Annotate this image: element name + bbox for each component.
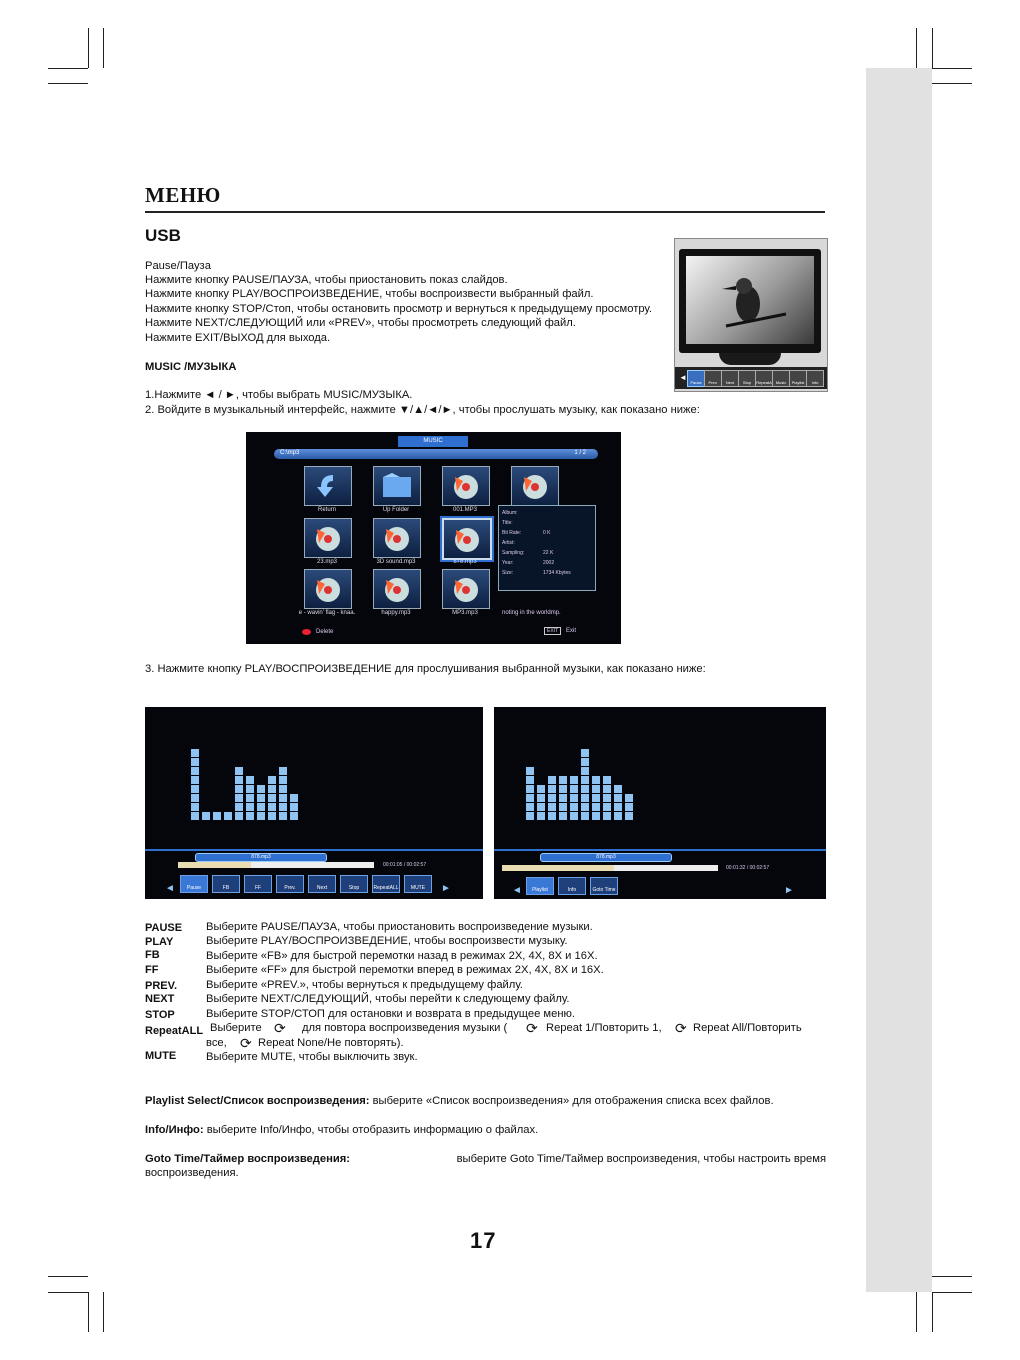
spectrum-block <box>592 785 600 793</box>
tv-button[interactable]: Stop <box>738 370 756 387</box>
crop-mark <box>103 1292 104 1332</box>
spectrum-block <box>279 776 287 784</box>
tv-button[interactable]: Playlist <box>789 370 807 387</box>
tv-button[interactable]: Info <box>806 370 824 387</box>
photo-line: Нажмите кнопку STOP/Стоп, чтобы остановить просмотр и вернуться к предыдущему просмотру. <box>145 303 653 315</box>
crop-mark <box>916 28 917 68</box>
music-disc-icon <box>305 570 351 608</box>
tile-file[interactable] <box>373 569 421 609</box>
spectrum-block <box>279 812 287 820</box>
spectrum-visualizer <box>526 741 642 821</box>
spectrum-block <box>559 785 567 793</box>
music-disc-icon <box>443 570 489 608</box>
definition-text: Repeat 1/Повторить 1, <box>546 1022 662 1034</box>
spectrum-block <box>246 776 254 784</box>
definition-text: Выберите PAUSE/ПАУЗА, чтобы приостановить воспроизведение музыки. <box>206 921 593 933</box>
ff-button[interactable]: FF <box>244 875 272 893</box>
spectrum-block <box>526 767 534 775</box>
definition-text: Repeat None/Не повторять). <box>258 1037 404 1049</box>
info-value: 22 K <box>543 550 554 556</box>
photo-line: Нажмите кнопку PAUSE/ПАУЗА, чтобы приостановить показ слайдов. <box>145 274 508 286</box>
spectrum-block <box>191 785 199 793</box>
spectrum-block <box>279 785 287 793</box>
spectrum-block <box>191 776 199 784</box>
definition-text: Выберите STOP/СТОП для остановки и возврата в предыдущее меню. <box>206 1008 576 1020</box>
tile-label: e - wavin' flag - knaa. <box>298 610 356 616</box>
spectrum-block <box>559 803 567 811</box>
spectrum-block <box>625 794 633 802</box>
info-label: Sampling: <box>502 550 525 556</box>
music-player-screen-right <box>494 707 826 899</box>
right-arrow-icon[interactable]: ► <box>441 883 451 894</box>
spectrum-block <box>279 803 287 811</box>
info-label: Year: <box>502 560 514 566</box>
spectrum-block <box>537 794 545 802</box>
tv-button-bar <box>675 367 827 389</box>
tile-label: MP3.mp3 <box>452 610 478 616</box>
progress-fill <box>178 862 251 868</box>
photo-line: Нажмите NEXT/СЛЕДУЮЩИЙ или «PREV», чтобы просмотреть следующий файл. <box>145 317 576 329</box>
divider <box>145 849 483 851</box>
tile-label: Return <box>317 507 336 513</box>
crop-mark <box>932 1292 933 1332</box>
definition-text: Выберите «FB» для быстрой перемотки назад в режимах 2X, 4X, 8X и 16X. <box>206 950 598 962</box>
return-icon <box>305 467 351 505</box>
tv-bezel <box>679 249 821 353</box>
spectrum-block <box>526 785 534 793</box>
music-title: MUSIC /МУЗЫКА <box>145 361 237 373</box>
spectrum-block <box>257 803 265 811</box>
spectrum-block <box>268 812 276 820</box>
spectrum-block <box>570 794 578 802</box>
spectrum-block <box>570 785 578 793</box>
spectrum-block <box>614 803 622 811</box>
spectrum-block <box>603 803 611 811</box>
playlist-text: выберите «Список воспроизведения» для отображения списка всех файлов. <box>372 1095 774 1107</box>
playlist-note <box>145 1094 774 1109</box>
spectrum-block <box>290 812 298 820</box>
playlist-term: Playlist Select/Список воспроизведения: <box>145 1095 370 1107</box>
music-step-3: 3. Нажмите кнопку PLAY/ВОСПРОИЗВЕДЕНИЕ для прослушивания выбранной музыки, как показано ниже: <box>145 663 706 675</box>
info-footer: noting in the worldmp. <box>502 610 561 616</box>
red-button-icon <box>302 629 311 635</box>
repeat-icon: ⟳ <box>274 1020 286 1036</box>
spectrum-block <box>235 794 243 802</box>
spectrum-block <box>235 785 243 793</box>
tv-button[interactable]: Music <box>772 370 790 387</box>
term-mute: MUTE <box>145 1050 177 1062</box>
spectrum-block <box>279 794 287 802</box>
info-label: Size: <box>502 570 514 576</box>
spectrum-block <box>581 812 589 820</box>
spectrum-block <box>592 776 600 784</box>
crop-mark <box>916 1292 917 1332</box>
info-text: выберите Info/Инфо, чтобы отобразить информацию о файлах. <box>206 1124 539 1136</box>
tile-return[interactable] <box>304 466 352 506</box>
spectrum-block <box>603 776 611 784</box>
crop-mark <box>932 83 972 84</box>
spectrum-block <box>246 785 254 793</box>
prev-button[interactable]: Prev. <box>276 875 304 893</box>
spectrum-block <box>614 812 622 820</box>
file-name-bar: 878.mp3 <box>540 853 672 862</box>
spectrum-block <box>548 803 556 811</box>
spectrum-block <box>526 776 534 784</box>
crop-mark <box>932 1276 972 1277</box>
tv-stand <box>719 353 781 365</box>
spectrum-visualizer <box>191 741 301 821</box>
spectrum-block <box>268 776 276 784</box>
definition-text: Выберите MUTE, чтобы выключить звук. <box>206 1051 418 1063</box>
tv-button[interactable]: RepeatA <box>755 370 773 387</box>
spectrum-block <box>202 812 210 820</box>
spectrum-block <box>548 785 556 793</box>
spectrum-block <box>268 794 276 802</box>
spectrum-block <box>614 785 622 793</box>
left-arrow-icon[interactable]: ◄ <box>512 885 522 896</box>
info-value: 1734 Kbytes <box>543 570 571 576</box>
spectrum-block <box>213 812 221 820</box>
page-number: 17 <box>470 1228 497 1253</box>
spectrum-block <box>526 794 534 802</box>
crop-mark <box>103 28 104 68</box>
spectrum-block <box>235 812 243 820</box>
spectrum-block <box>592 803 600 811</box>
spectrum-block <box>581 776 589 784</box>
info-label: Title: <box>502 520 513 526</box>
term-play: PLAY <box>145 936 174 948</box>
definition-text: Выберите PLAY/ВОСПРОИЗВЕДЕНИЕ, чтобы воспроизвести музыку. <box>206 935 568 947</box>
spectrum-block <box>290 794 298 802</box>
tile-file[interactable] <box>304 518 352 558</box>
definition-text: Repeat All/Повторить <box>693 1022 802 1034</box>
spectrum-block <box>559 776 567 784</box>
spectrum-block <box>625 812 633 820</box>
tv-button[interactable]: Prev. <box>704 370 722 387</box>
file-name-bar: 878.mp3 <box>195 853 327 862</box>
repeat-all-button[interactable]: RepeatALL <box>372 875 400 893</box>
spectrum-block <box>548 776 556 784</box>
term-next: NEXT <box>145 993 175 1005</box>
spectrum-block <box>235 803 243 811</box>
info-note <box>145 1123 538 1138</box>
repeat-one-icon: ⟳ <box>526 1020 538 1036</box>
spectrum-block <box>257 785 265 793</box>
crop-mark <box>48 83 88 84</box>
definition-text: все, <box>206 1037 227 1049</box>
spectrum-block <box>279 767 287 775</box>
stop-button[interactable]: Stop <box>340 875 368 893</box>
tile-label: 23.mp3 <box>316 559 337 565</box>
tile-up-folder[interactable] <box>373 466 421 506</box>
repeat-none-icon: ⟳ <box>240 1035 252 1051</box>
spectrum-block <box>581 785 589 793</box>
folder-icon <box>374 467 420 505</box>
fb-button[interactable]: FB <box>212 875 240 893</box>
info-value: 2002 <box>543 560 555 566</box>
photo-line: Нажмите EXIT/ВЫХОД для выхода. <box>145 332 331 344</box>
tile-label: happy.mp3 <box>381 610 411 616</box>
spectrum-block <box>191 812 199 820</box>
term-ff: FF <box>145 964 159 976</box>
tile-file[interactable] <box>442 466 490 506</box>
info-label: Bit Rate: <box>502 530 522 536</box>
spectrum-block <box>548 794 556 802</box>
spectrum-block <box>537 803 545 811</box>
info-term: Info/Инфо: <box>145 1124 204 1136</box>
spectrum-block <box>614 794 622 802</box>
path-bar <box>274 449 598 459</box>
next-button[interactable]: Next <box>308 875 336 893</box>
spectrum-block <box>625 803 633 811</box>
goto-note <box>145 1152 826 1167</box>
definition-text: для повтора воспроизведения музыки ( <box>302 1022 508 1034</box>
spectrum-block <box>559 794 567 802</box>
page-heading: МЕНЮ <box>145 183 221 207</box>
spectrum-block <box>191 767 199 775</box>
spectrum-block <box>526 803 534 811</box>
goto-text: выберите Goto Time/Таймер воспроизведения, чтобы настроить время <box>456 1153 826 1165</box>
music-disc-icon <box>444 520 490 558</box>
page-indicator: 1 / 2 <box>574 450 586 456</box>
info-label: Artist: <box>502 540 515 546</box>
tile-file[interactable] <box>373 518 421 558</box>
definition-text: Выберите «PREV.», чтобы вернуться к предыдущему файлу. <box>206 979 523 991</box>
definition-text: Выберите <box>210 1022 262 1034</box>
music-browser-screen <box>246 432 621 644</box>
crop-mark <box>48 1292 88 1293</box>
tile-label: 878.mp3 <box>453 559 477 565</box>
spectrum-block <box>257 812 265 820</box>
goto-term: Goto Time/Таймер воспроизведения: <box>145 1153 350 1165</box>
delete-label[interactable]: Delete <box>316 629 334 635</box>
crop-mark <box>48 68 88 69</box>
tile-label: 001.MP3 <box>452 507 477 513</box>
tile-label: 3D sound.mp3 <box>376 559 416 565</box>
spectrum-block <box>191 749 199 757</box>
spectrum-block <box>581 767 589 775</box>
spectrum-block <box>191 758 199 766</box>
spectrum-block <box>235 776 243 784</box>
spectrum-block <box>603 794 611 802</box>
section-heading: USB <box>145 226 181 245</box>
tile-file[interactable] <box>511 466 559 506</box>
spectrum-block <box>537 785 545 793</box>
music-player-screen-left <box>145 707 483 899</box>
exit-key[interactable]: EXIT <box>544 627 561 635</box>
definition-text: Выберите NEXT/СЛЕДУЮЩИЙ, чтобы перейти к следующему файлу. <box>206 993 570 1005</box>
time-readout: 00:01:05 / 00:02:57 <box>383 862 427 868</box>
tab-music[interactable]: MUSIC <box>398 436 468 447</box>
music-disc-icon <box>305 519 351 557</box>
crop-mark <box>48 1276 88 1277</box>
tv-button[interactable]: Pause <box>687 370 705 387</box>
crop-mark <box>932 1292 972 1293</box>
spectrum-block <box>559 812 567 820</box>
spectrum-block <box>537 812 545 820</box>
spectrum-block <box>570 812 578 820</box>
spectrum-block <box>235 767 243 775</box>
path-text: C:\mp3 <box>280 450 300 456</box>
spectrum-block <box>581 794 589 802</box>
info-panel <box>498 505 596 591</box>
goto-time-button[interactable]: Goto Time <box>590 877 618 895</box>
term-stop: STOP <box>145 1009 175 1021</box>
divider <box>494 849 826 851</box>
progress-track[interactable] <box>502 865 718 871</box>
spectrum-block <box>603 785 611 793</box>
left-arrow-icon[interactable]: ◄ <box>165 883 175 894</box>
tv-photo <box>674 238 828 392</box>
right-arrow-icon[interactable]: ► <box>784 885 794 896</box>
spectrum-block <box>246 794 254 802</box>
progress-fill <box>502 865 614 871</box>
term-prev: PREV. <box>145 980 178 992</box>
tile-file[interactable] <box>442 569 490 609</box>
tile-file[interactable] <box>304 569 352 609</box>
crop-mark <box>88 28 89 68</box>
pause-label: Pause/Пауза <box>145 260 211 272</box>
spectrum-block <box>246 803 254 811</box>
spectrum-block <box>257 794 265 802</box>
spectrum-block <box>268 785 276 793</box>
music-disc-icon <box>512 467 558 505</box>
spectrum-block <box>603 812 611 820</box>
tile-file-selected[interactable] <box>442 518 492 560</box>
tv-left-arrow: ◄ <box>679 373 687 382</box>
tv-button[interactable]: Next <box>721 370 739 387</box>
bird-icon <box>686 256 814 344</box>
bird-image <box>686 256 814 344</box>
spectrum-block <box>570 803 578 811</box>
crop-mark <box>932 68 972 69</box>
spectrum-block <box>191 803 199 811</box>
tile-label: Up Folder <box>382 507 410 513</box>
music-step-1: 1.Нажмите ◄ / ►, чтобы выбрать MUSIC/МУЗЫКА. <box>145 389 413 401</box>
mute-button[interactable]: MUTE <box>404 875 432 893</box>
pause-button[interactable]: Pause <box>180 875 208 893</box>
term-repeat-all: RepeatALL <box>145 1025 204 1037</box>
progress-track[interactable] <box>178 862 374 868</box>
info-label: Album: <box>502 510 518 516</box>
goto-text-cont: воспроизведения. <box>145 1167 239 1179</box>
repeat-all-icon: ⟳ <box>675 1020 687 1036</box>
spectrum-block <box>191 794 199 802</box>
spectrum-block <box>581 749 589 757</box>
photo-line: Нажмите кнопку PLAY/ВОСПРОИЗВЕДЕНИЕ, чтобы воспроизвести выбранный файл. <box>145 288 594 300</box>
music-disc-icon <box>443 467 489 505</box>
spectrum-block <box>581 758 589 766</box>
spectrum-block <box>581 803 589 811</box>
spectrum-block <box>570 776 578 784</box>
crop-mark <box>88 1292 89 1332</box>
spectrum-block <box>224 812 232 820</box>
info-value: 0 K <box>543 530 551 536</box>
playlist-button[interactable]: Playlist <box>526 877 554 895</box>
term-pause: PAUSE <box>145 922 183 934</box>
music-step-2: 2. Войдите в музыкальный интерфейс, нажмите ▼/▲/◄/►, чтобы прослушать музыку, как показано ниже: <box>145 404 700 416</box>
music-disc-icon <box>374 570 420 608</box>
info-button[interactable]: Info <box>558 877 586 895</box>
time-readout: 00:01:32 / 00:02:57 <box>726 865 770 871</box>
spectrum-block <box>592 794 600 802</box>
music-disc-icon <box>374 519 420 557</box>
spectrum-block <box>548 812 556 820</box>
exit-label: Exit <box>566 628 577 634</box>
definition-text: Выберите «FF» для быстрой перемотки вперед в режимах 2X, 4X, 8X и 16X. <box>206 964 604 976</box>
heading-rule <box>145 211 825 213</box>
spectrum-block <box>526 812 534 820</box>
spectrum-block <box>268 803 276 811</box>
spectrum-block <box>592 812 600 820</box>
crop-mark <box>932 28 933 68</box>
spectrum-block <box>290 803 298 811</box>
side-strip <box>866 68 932 1292</box>
term-fb: FB <box>145 949 160 961</box>
spectrum-block <box>246 812 254 820</box>
